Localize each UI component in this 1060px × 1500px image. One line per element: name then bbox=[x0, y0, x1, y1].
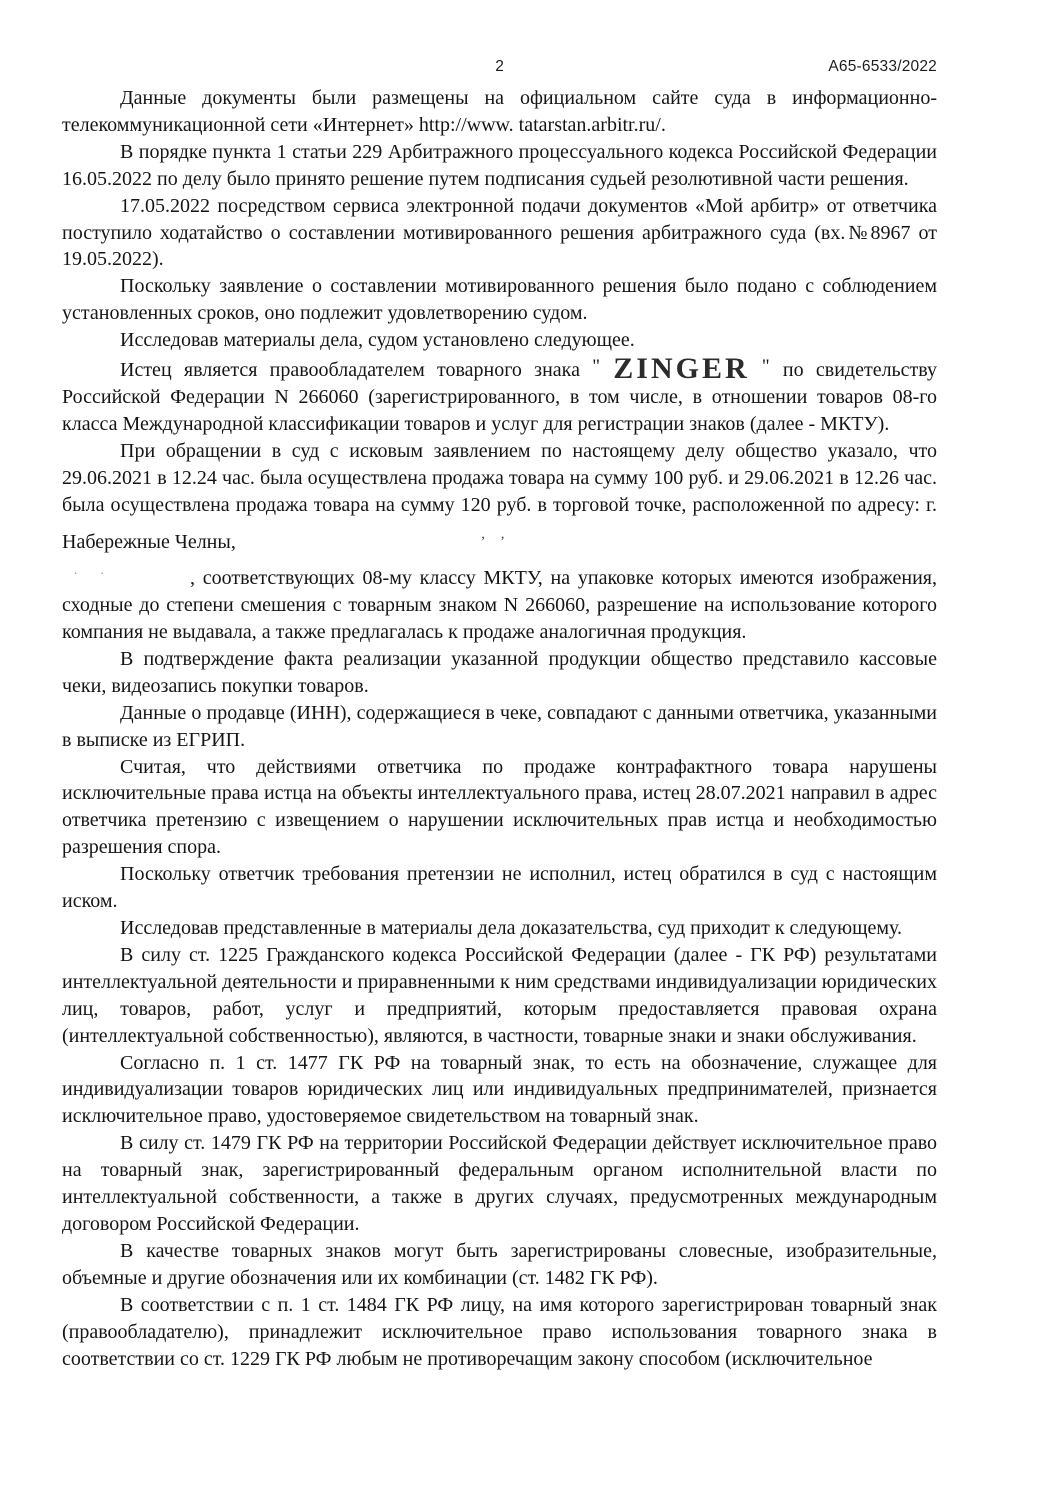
paragraph-gk-1482: В качестве товарных знаков могут быть зарегистрированы словесные, изобразительные, объемные и другие обозначения или их комбинации (ст. 1482 ГК РФ). bbox=[62, 1239, 937, 1289]
paragraph-gk-1225: В силу ст. 1225 Гражданского кодекса Российской Федерации (далее - ГК РФ) результатами интеллектуальной деятельности и приравненными к ним средствами индивидуализации юридических лиц, товаров, работ, услуг и предприятий, которым предоставляется правовая охрана (интеллектуальной собственностью), являются, в частности, товарные знаки и знаки обслуживания. bbox=[62, 943, 937, 1047]
paragraph-gk-1484: В соответствии с п. 1 ст. 1484 ГК РФ лицу, на имя которого зарегистрирован товарный знак (правообладателю), принадлежит исключительное право использования товарного знака в соответствии со ст. 1229 ГК РФ любым не противоречащим закону способом (исключительное bbox=[62, 1293, 937, 1370]
paragraph-internet-publication: Данные документы были размещены на официальном сайте суда в информационно-телекоммуникационной сети «Интернет» http://www. tatarstan.arbitr.ru/. bbox=[62, 87, 937, 136]
paragraph-resolution-part: В порядке пункта 1 статьи 229 Арбитражного процессуального кодекса Российской Федерации 16.05.2022 по делу было принято решение путем подписания судьей резолютивной части решения. bbox=[62, 140, 937, 190]
trademark-text-before: Истец является правообладателем товарного знака bbox=[120, 359, 580, 382]
paragraph-gk-1479: В силу ст. 1479 ГК РФ на территории Российской Федерации действует исключительное право на товарный знак, зарегистрированный федеральным органом исполнительной власти по интеллектуальной собственности, а также в других случаях, предусмотренных международным договором Российской Федерации. bbox=[62, 1132, 937, 1235]
paragraph-claim-details-2 bbox=[62, 555, 937, 646]
redacted-goods-region bbox=[62, 555, 190, 584]
paragraph-motion-granted: Поскольку заявление о составлении мотивированного решения было подано с соблюдением установленных сроков, оно подлежит удовлетворению судом. bbox=[62, 275, 937, 325]
page-header bbox=[62, 56, 937, 85]
paragraph-gk-1477: Согласно п. 1 ст. 1477 ГК РФ на товарный знак, то есть на обозначение, служащее для индивидуализации товаров юридических лиц или индивидуальных предпринимателей, признается исключительное право, удостоверяемое свидетельством на товарный знак. bbox=[62, 1051, 937, 1128]
zinger-trademark: ZINGER bbox=[613, 352, 750, 386]
paragraph-claim-letter: Считая, что действиями ответчика по продаже контрафактного товара нарушены исключительные права истца на объекты интеллектуального права, истец 28.07.2021 направил в адрес ответчика претензию с извещением о нарушении исключительных прав истца и необходимостью разрешения спора. bbox=[62, 755, 937, 859]
paragraph-evidence: В подтверждение факта реализации указанной продукции общество представило кассовые чеки, видеозапись покупки товаров. bbox=[62, 647, 937, 697]
redaction-residual-marks: , , bbox=[481, 525, 511, 542]
paragraph-case-established: Исследовав материалы дела, судом установлено следующее. bbox=[120, 329, 635, 352]
case-number: А65-6533/2022 bbox=[828, 58, 937, 75]
trademark-open-quote: " bbox=[592, 356, 601, 378]
redaction-residual-marks: . . bbox=[74, 562, 114, 578]
trademark-close-quote: " bbox=[761, 356, 771, 378]
redacted-address-region bbox=[241, 519, 693, 548]
trademark-text-after: по свидетельству Российской Федерации N 266060 (зарегистрированного, в том числе, в отношении товаров 08-го класса Международной классификации товаров и услуг для регистрации знаков (далее - МКТУ). bbox=[62, 359, 938, 435]
paragraph-motion-reasoned-decision: 17.05.2022 посредством сервиса электронной подачи документов «Мой арбитр» от ответчика поступило ходатайство о составлении мотивированного решения арбитражного суда (вх.№8967 от 19.05.2022). bbox=[62, 194, 937, 271]
claim-text-part2: , соответствующих 08-му классу МКТУ, на упаковке которых имеются изображения, сходные до степени смешения с товарным знаком N 266060, разрешение на использование которого компания не выдавала, а также предлагалась к продаже аналогичная продукция. bbox=[62, 567, 937, 644]
paragraph-trademark-ownership bbox=[62, 354, 937, 438]
paragraph-seller-inn: Данные о продавце (ИНН), содержащиеся в чеке, совпадают с данными ответчика, указанными в выписке из ЕГРИП. bbox=[62, 701, 937, 751]
paragraph-lawsuit-filed: Поскольку ответчик требования претензии не исполнил, истец обратился в суд с настоящим иском. bbox=[62, 863, 937, 913]
claim-text-part1: При обращении в суд с исковым заявлением по настоящему делу общество указало, что 29.06.2021 в 12.24 час. была осуществлена продажа товара на сумму 100 руб. и 29.06.2021 в 12.26 час. была осуществлена продажа товара на сумму 120 руб. в торговой точке, расположенной по адресу: г. Набережные Челны, bbox=[62, 439, 937, 553]
paragraph-claim-details-1 bbox=[62, 438, 937, 556]
document-body bbox=[62, 85, 937, 1372]
paragraph-court-conclusion: Исследовав представленные в материалы дела доказательства, суд приходит к следующему. bbox=[120, 917, 903, 939]
page-number: 2 bbox=[495, 58, 504, 75]
